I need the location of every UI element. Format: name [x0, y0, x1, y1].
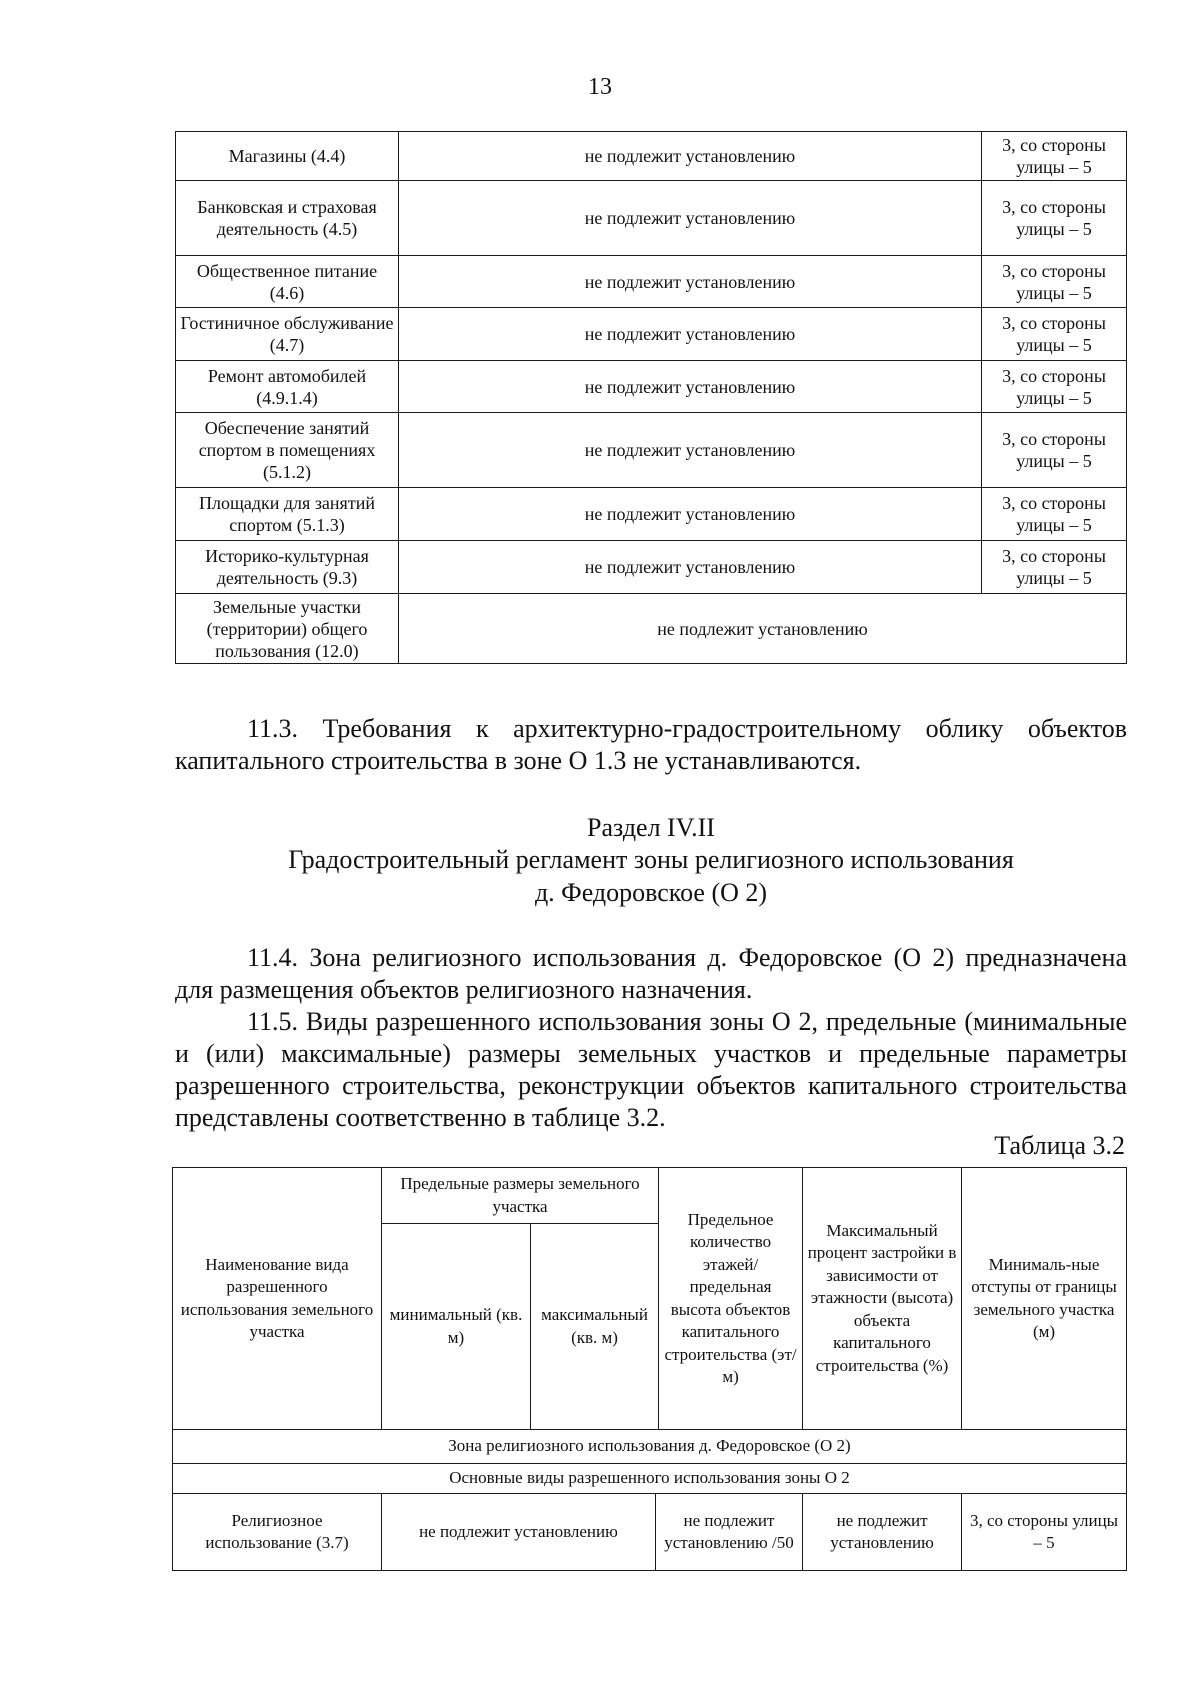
params-cell: не подлежит установлению: [399, 181, 982, 256]
size-cell: не подлежит установлению: [382, 1494, 656, 1571]
use-type-cell: Магазины (4.4): [176, 132, 399, 181]
paragraph-11-3: [175, 713, 1127, 777]
paragraph-text: 11.5. Виды разрешенного использования зоны О 2, предельные (минимальные и (или) максимальные) размеры земельных участков и предельные параметры разрешенного строительства, реконструкции объектов капитального строительства представлены соответственно в таблице 3.2.: [175, 1007, 1127, 1132]
setback-cell: 3, со стороны улицы – 5: [982, 361, 1127, 413]
table-row: [176, 181, 1127, 256]
use-type-cell: Историко-культурная деятельность (9.3): [176, 541, 399, 594]
section-title: Раздел IV.II: [587, 813, 715, 842]
table-row: [176, 541, 1127, 594]
table-row: [176, 488, 1127, 541]
table-row: [176, 132, 1127, 181]
religious-zone-table: [172, 1167, 1127, 1571]
header-min: минимальный (кв. м): [382, 1224, 531, 1430]
header-setback: Минималь-ные отступы от границы земельного участка (м): [962, 1168, 1127, 1430]
params-cell: не подлежит установлению: [399, 256, 982, 308]
use-type-cell: Банковская и страховая деятельность (4.5): [176, 181, 399, 256]
use-type-cell: Площадки для занятий спортом (5.1.3): [176, 488, 399, 541]
table-row: [176, 594, 1127, 664]
paragraph-text: 11.4. Зона религиозного использования д. Федоровское (О 2) предназначена для размещения объектов религиозного назначения.: [175, 943, 1127, 1004]
coverage-cell: не подлежит установлению: [803, 1494, 962, 1571]
setback-cell: 3, со стороны улицы – 5: [982, 541, 1127, 594]
section-subtitle-line2: д. Федоровское (О 2): [534, 878, 768, 907]
floors-cell: не подлежит установлению /50: [655, 1494, 802, 1571]
zone-row: [173, 1430, 1127, 1464]
table-caption: Таблица 3.2: [994, 1131, 1125, 1160]
params-cell: не подлежит установлению: [399, 594, 1127, 664]
header-plot-size: Предельные размеры земельного участка: [382, 1168, 659, 1224]
use-type-cell: Ремонт автомобилей (4.9.1.4): [176, 361, 399, 413]
header-row: [173, 1168, 1127, 1224]
section-subtitle: Градостроительный регламент зоны религиозного использования: [288, 845, 1014, 874]
params-cell: не подлежит установлению: [399, 413, 982, 488]
use-type-cell: Религиозное использование (3.7): [173, 1494, 382, 1571]
header-use-type: Наименование вида разрешенного использования земельного участка: [173, 1168, 382, 1430]
page-number: 13: [588, 74, 612, 100]
table-row: [176, 308, 1127, 361]
setback-cell: 3, со стороны улицы – 5: [982, 413, 1127, 488]
header-coverage: Максимальный процент застройки в зависимости от этажности (высота) объекта капитального строительства (%): [803, 1168, 962, 1430]
use-type-cell: Обеспечение занятий спортом в помещениях (5.1.2): [176, 413, 399, 488]
setback-cell: 3, со стороны улицы – 5: [982, 256, 1127, 308]
params-cell: не подлежит установлению: [399, 361, 982, 413]
params-cell: не подлежит установлению: [399, 488, 982, 541]
main-types-row: [173, 1464, 1127, 1494]
setback-cell: 3, со стороны улицы – 5: [982, 308, 1127, 361]
table-row: [176, 361, 1127, 413]
table-row: [173, 1494, 1127, 1571]
table-row: [176, 413, 1127, 488]
params-cell: не подлежит установлению: [399, 132, 982, 181]
zone-title-cell: Зона религиозного использования д. Федоровское (О 2): [173, 1430, 1127, 1464]
land-use-table-continued: [175, 131, 1127, 664]
setback-cell: 3, со стороны улицы – 5: [982, 132, 1127, 181]
params-cell: не подлежит установлению: [399, 308, 982, 361]
use-type-cell: Общественное питание (4.6): [176, 256, 399, 308]
header-floors: Предельное количество этажей/ предельная высота объектов капитального строительства (эт/м): [659, 1168, 803, 1430]
paragraph-11-4: [175, 942, 1127, 1006]
main-types-cell: Основные виды разрешенного использования зоны О 2: [173, 1464, 1127, 1494]
use-type-cell: Гостиничное обслуживание (4.7): [176, 308, 399, 361]
setback-cell: 3, со стороны улицы – 5: [962, 1494, 1127, 1571]
params-cell: не подлежит установлению: [399, 541, 982, 594]
paragraph-11-5: [175, 1006, 1127, 1134]
paragraph-text: 11.3. Требования к архитектурно-градостроительному облику объектов капитального строительства в зоне О 1.3 не устанавливаются.: [175, 714, 1127, 775]
header-max: максимальный (кв. м): [531, 1224, 659, 1430]
table-row: [176, 256, 1127, 308]
use-type-cell: Земельные участки (территории) общего пользования (12.0): [176, 594, 399, 664]
setback-cell: 3, со стороны улицы – 5: [982, 181, 1127, 256]
setback-cell: 3, со стороны улицы – 5: [982, 488, 1127, 541]
